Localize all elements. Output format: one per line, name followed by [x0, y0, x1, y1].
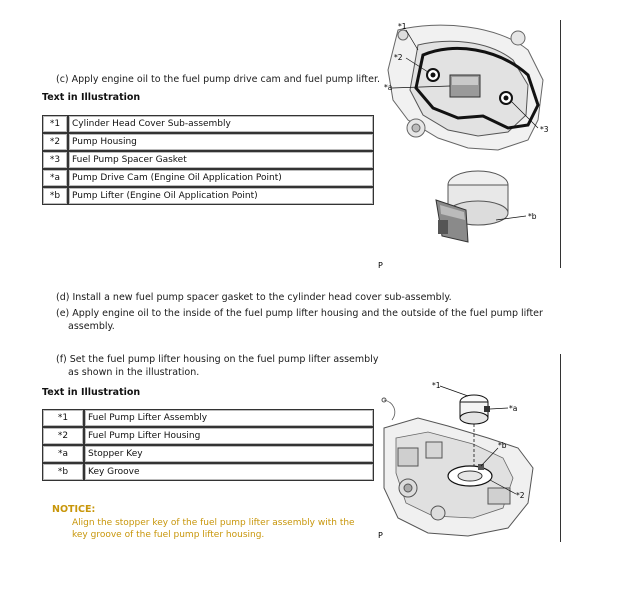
callout-b: *b	[528, 212, 537, 221]
legend-desc: Pump Drive Cam (Engine Oil Application Point)	[68, 169, 374, 187]
legend-table-2	[42, 409, 374, 481]
callout-2: *2	[394, 53, 403, 62]
callout-a: *a	[509, 404, 518, 413]
figure-marker: P	[378, 261, 383, 270]
legend-desc: Fuel Pump Lifter Assembly	[84, 409, 374, 427]
step-f-text-line1: (f) Set the fuel pump lifter housing on the fuel pump lifter assembly	[56, 354, 379, 365]
illustration-heading-1: Text in Illustration	[42, 92, 141, 103]
figure-marker: P	[378, 531, 383, 540]
legend-desc: Pump Housing	[68, 133, 374, 151]
step-c-text: (c) Apply engine oil to the fuel pump drive cam and fuel pump lifter.	[56, 74, 380, 85]
divider-line-1	[560, 20, 561, 268]
table-row	[42, 151, 374, 169]
table-row	[42, 409, 374, 427]
legend-key: *3	[42, 151, 68, 169]
illustration-heading-2: Text in Illustration	[42, 387, 141, 398]
legend-key: *2	[42, 427, 84, 445]
legend-table-1	[42, 115, 374, 205]
step-e-text-line2: assembly.	[68, 321, 115, 332]
legend-desc: Cylinder Head Cover Sub-assembly	[68, 115, 374, 133]
callout-3: *3	[540, 125, 549, 134]
legend-key: *b	[42, 463, 84, 481]
step-f-text-line2: as shown in the illustration.	[68, 367, 200, 378]
divider-line-2	[560, 354, 561, 542]
legend-key: *a	[42, 445, 84, 463]
table-row	[42, 133, 374, 151]
callout-b: *b	[498, 441, 507, 450]
legend-key: *a	[42, 169, 68, 187]
legend-key: *1	[42, 115, 68, 133]
table-row	[42, 445, 374, 463]
callout-a: *a	[384, 83, 393, 92]
legend-key: *b	[42, 187, 68, 205]
legend-desc: Key Groove	[84, 463, 374, 481]
legend-key: *1	[42, 409, 84, 427]
callout-1: *1	[432, 381, 441, 390]
table-row	[42, 187, 374, 205]
notice-text-line2: key groove of the fuel pump lifter housing.	[72, 530, 265, 540]
table-row	[42, 115, 374, 133]
table-row	[42, 169, 374, 187]
table-row	[42, 427, 374, 445]
legend-key: *2	[42, 133, 68, 151]
table-row	[42, 463, 374, 481]
step-d-text: (d) Install a new fuel pump spacer gasket to the cylinder head cover sub-assembly.	[56, 292, 452, 303]
legend-desc: Fuel Pump Lifter Housing	[84, 427, 374, 445]
step-e-text-line1: (e) Apply engine oil to the inside of the fuel pump lifter housing and the outside of the fuel pump lifter	[56, 308, 543, 319]
notice-title: NOTICE:	[52, 504, 96, 515]
legend-desc: Stopper Key	[84, 445, 374, 463]
callout-1: *1	[398, 22, 407, 31]
legend-desc: Fuel Pump Spacer Gasket	[68, 151, 374, 169]
legend-desc: Pump Lifter (Engine Oil Application Point)	[68, 187, 374, 205]
callout-2: *2	[516, 491, 525, 500]
notice-text-line1: Align the stopper key of the fuel pump lifter assembly with the	[72, 518, 355, 528]
pump-housing-illustration	[378, 20, 558, 270]
lifter-housing-illustration	[378, 378, 560, 543]
